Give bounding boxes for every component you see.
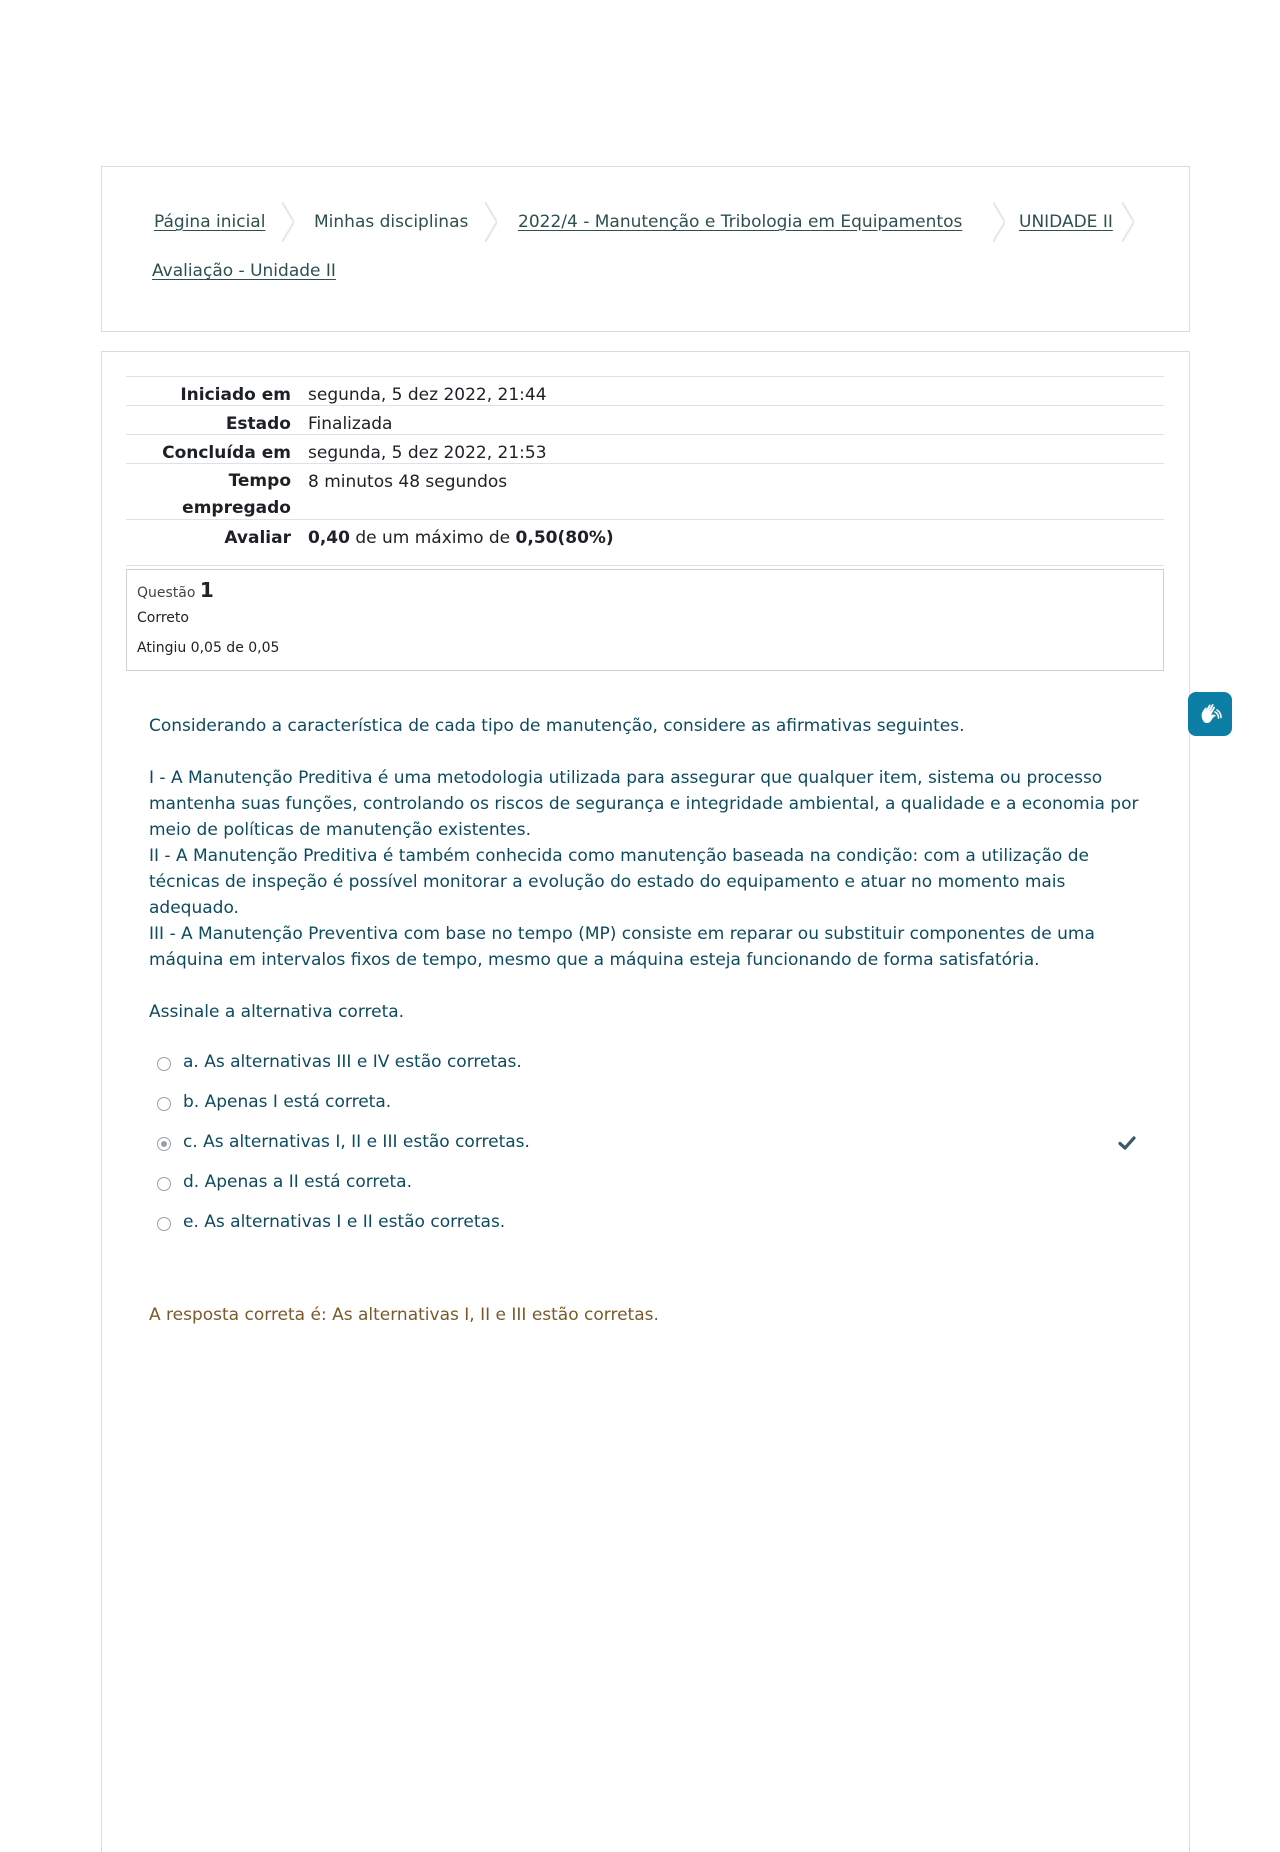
answer-text: d. Apenas a II está correta. — [183, 1172, 412, 1192]
question-text — [149, 713, 1159, 1025]
question-state: Correto — [137, 610, 189, 626]
breadcrumb-home-link[interactable]: Página inicial — [154, 212, 266, 232]
question-number-label: Questão — [137, 585, 196, 601]
breadcrumb-quiz-link[interactable]: Avaliação - Unidade II — [152, 261, 336, 281]
time-value: 8 minutos 48 segundos — [308, 472, 508, 492]
hands-icon — [1196, 700, 1224, 728]
summary-row-completed — [126, 434, 1164, 463]
answer-option-e[interactable] — [157, 1209, 1137, 1239]
started-label: Iniciado em — [180, 385, 291, 405]
summary-row-time — [126, 463, 1164, 519]
answer-text: c. As alternativas I, II e III estão corretas. — [183, 1132, 530, 1152]
summary-row-state — [126, 405, 1164, 434]
radio-button[interactable] — [157, 1217, 171, 1231]
grade-max: 0,50(80%) — [515, 528, 614, 548]
quiz-review-panel — [101, 351, 1190, 1852]
question-statement-3: III - A Manutenção Preventiva com base no tempo (MP) consiste em reparar ou substituir componentes de uma máquina em intervalos fixos de tempo, mesmo que a máquina esteja funcionando de forma satisfatória. — [149, 924, 1095, 970]
correct-answer-feedback: A resposta correta é: As alternativas I, II e III estão corretas. — [149, 1305, 659, 1325]
question-prompt: Assinale a alternativa correta. — [149, 1002, 405, 1022]
attempt-summary-table — [126, 376, 1164, 566]
completed-label: Concluída em — [162, 443, 291, 463]
correct-check-icon — [1117, 1133, 1137, 1153]
summary-row-grade — [126, 519, 1164, 566]
question-statement-2: II - A Manutenção Preditiva é também conhecida como manutenção baseada na condição: com a utilização de técnicas de inspeção é possível monitorar a evolução do estado do equipamento e atuar no momento mais adequado. — [149, 846, 1089, 918]
summary-row-started — [126, 376, 1164, 405]
answer-text: e. As alternativas I e II estão corretas. — [183, 1212, 506, 1232]
breadcrumb-separator-icon — [485, 202, 497, 242]
question-number — [137, 578, 214, 602]
started-value: segunda, 5 dez 2022, 21:44 — [308, 385, 547, 405]
question-info-box — [126, 569, 1164, 671]
breadcrumb — [101, 166, 1190, 332]
state-label: Estado — [225, 414, 291, 434]
breadcrumb-unit-link[interactable]: UNIDADE II — [1019, 212, 1113, 232]
question-intro: Considerando a característica de cada tipo de manutenção, considere as afirmativas seguintes. — [149, 716, 965, 736]
grade-label: Avaliar — [224, 528, 291, 548]
answer-option-a[interactable] — [157, 1049, 1137, 1079]
radio-button-selected[interactable] — [157, 1137, 171, 1151]
question-statement-1: I - A Manutenção Preditiva é uma metodologia utilizada para assegurar que qualquer item, sistema ou processo mantenha suas funções, controlando os riscos de segurança e integridade ambiental, a qualidade e a economia por meio de políticas de manutenção existentes. — [149, 768, 1139, 840]
grade-score: 0,40 — [308, 528, 350, 548]
breadcrumb-course-link[interactable]: 2022/4 - Manutenção e Tribologia em Equipamentos — [518, 212, 963, 232]
answer-option-b[interactable] — [157, 1089, 1137, 1119]
completed-value: segunda, 5 dez 2022, 21:53 — [308, 443, 547, 463]
accessibility-sign-language-button[interactable] — [1188, 692, 1232, 736]
radio-button[interactable] — [157, 1057, 171, 1071]
breadcrumb-separator-icon — [282, 202, 294, 242]
answer-text: b. Apenas I está correta. — [183, 1092, 392, 1112]
answer-option-d[interactable] — [157, 1169, 1137, 1199]
state-value: Finalizada — [308, 414, 393, 434]
breadcrumb-separator-icon — [1122, 202, 1134, 242]
question-number-value: 1 — [199, 578, 214, 602]
time-label-line2: empregado — [182, 498, 291, 518]
time-label-line1: Tempo — [228, 471, 291, 491]
grade-value — [308, 524, 614, 552]
time-label — [126, 468, 291, 522]
answer-text: a. As alternativas III e IV estão corretas. — [183, 1052, 522, 1072]
grade-rest: de um máximo de — [349, 528, 516, 548]
breadcrumb-separator-icon — [993, 202, 1005, 242]
radio-button[interactable] — [157, 1177, 171, 1191]
radio-button[interactable] — [157, 1097, 171, 1111]
breadcrumb-my-courses[interactable]: Minhas disciplinas — [314, 212, 469, 232]
answer-option-c[interactable] — [157, 1129, 1137, 1159]
question-grade: Atingiu 0,05 de 0,05 — [137, 640, 280, 656]
